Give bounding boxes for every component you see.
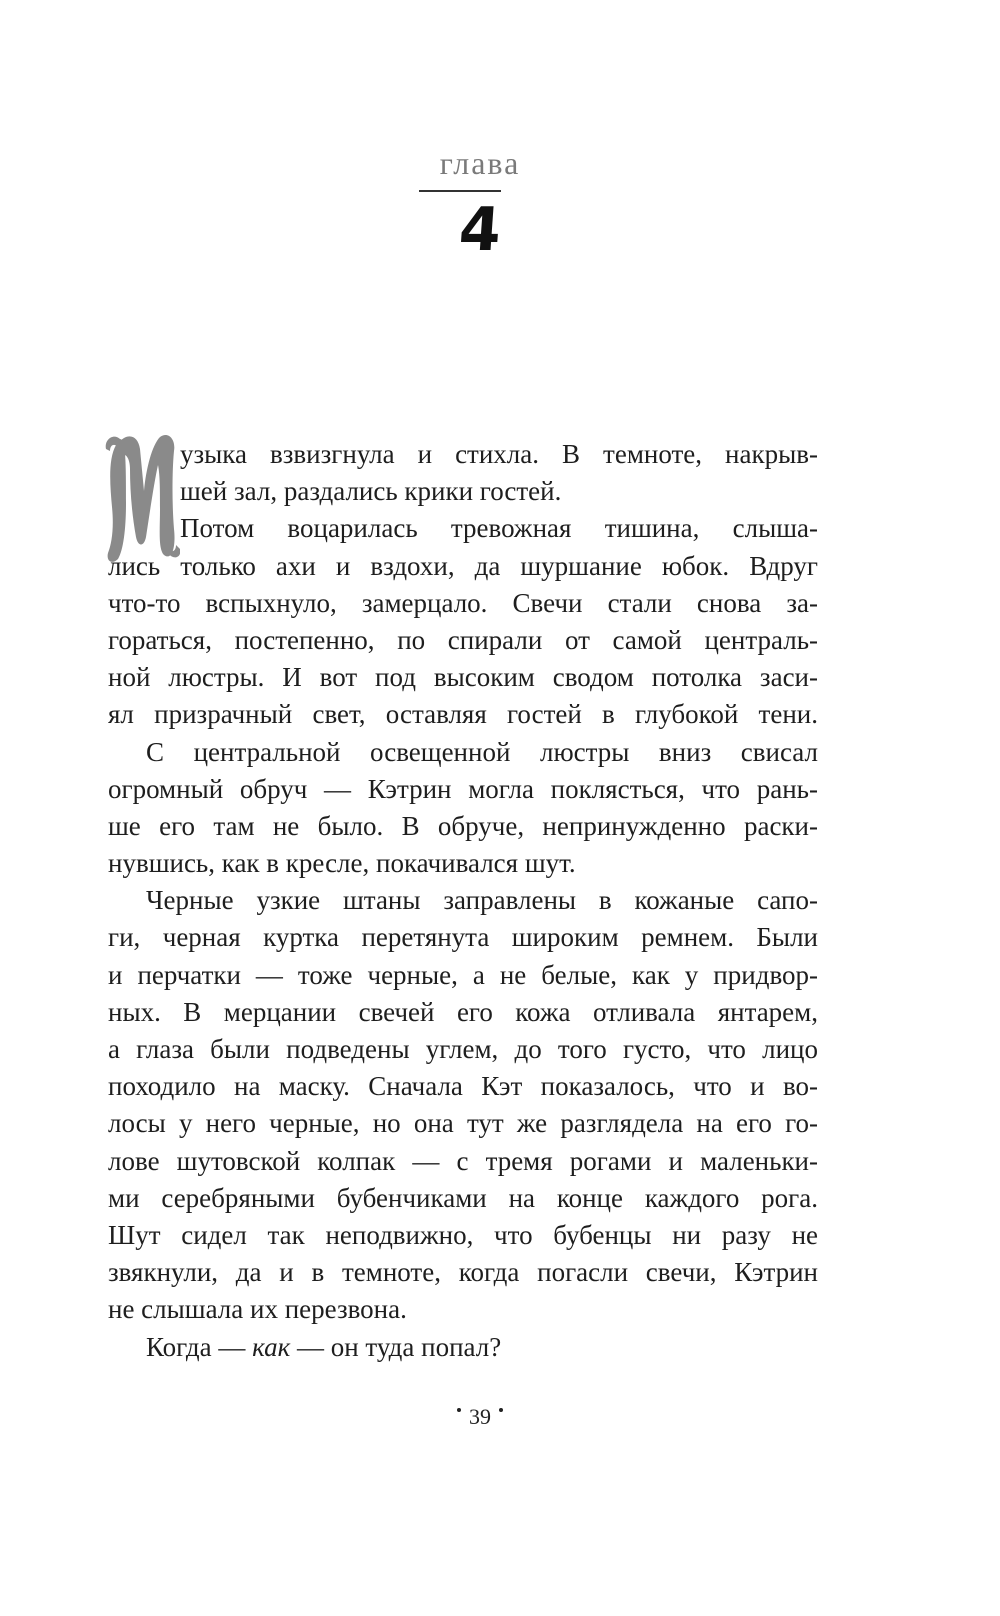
body-text bbox=[108, 436, 818, 1366]
text-line: ше его там не было. В обруче, непринужденно раски- bbox=[108, 810, 818, 841]
page-number-block bbox=[0, 1402, 960, 1432]
chapter-number: 4 bbox=[456, 195, 504, 265]
text-line: не слышала их перезвона. bbox=[108, 1294, 407, 1325]
text-line: ной люстры. И вот под высоким сводом потолка заси- bbox=[108, 662, 818, 693]
text-line: походило на маску. Сначала Кэт показалось, что и во- bbox=[108, 1071, 818, 1102]
chapter-label: глава bbox=[439, 145, 521, 181]
final-line-end: — он туда попал? bbox=[290, 1331, 502, 1362]
text-line: узыка взвизгнула и стихла. В темноте, накрыв- bbox=[180, 439, 818, 469]
final-line bbox=[108, 1329, 818, 1366]
text-line: Потом воцарилась тревожная тишина, слыша- bbox=[180, 513, 818, 544]
text-line: звякнули, да и в темноте, когда погасли свечи, Кэтрин bbox=[108, 1257, 818, 1288]
text-line: лосы у него черные, но она тут же разглядела на его го- bbox=[108, 1108, 818, 1139]
page-number-dot-right bbox=[499, 1408, 503, 1412]
text-line: а глаза были подведены углем, до того густо, что лицо bbox=[108, 1034, 818, 1064]
text-line: ял призрачный свет, оставляя гостей в глубокой тени. bbox=[108, 699, 818, 730]
page-number-dot-left bbox=[457, 1408, 461, 1412]
final-line-italic: как bbox=[252, 1331, 291, 1362]
text-line: лись только ахи и вздохи, да шуршание юбок. Вдруг bbox=[108, 550, 818, 581]
text-line: ги, черная куртка перетянута широким ремнем. Были bbox=[108, 922, 818, 953]
text-line: Черные узкие штаны заправлены в кожаные сапо- bbox=[146, 885, 818, 916]
text-line: С центральной освещенной люстры вниз свисал bbox=[146, 736, 818, 767]
text-line: гораться, постепенно, по спирали от самой централь- bbox=[108, 624, 818, 655]
final-line-start: Когда — bbox=[146, 1331, 253, 1362]
text-line: ми серебряными бубенчиками на конце каждого рога. bbox=[108, 1182, 818, 1213]
text-line: нувшись, как в кресле, покачивался шут. bbox=[108, 848, 576, 879]
text-line: Шут сидел так неподвижно, что бубенцы ни разу не bbox=[108, 1219, 818, 1250]
chapter-rule bbox=[419, 190, 501, 192]
text-line: огромный обруч — Кэтрин могла поклясться, что рань- bbox=[108, 773, 818, 804]
text-line: шей зал, раздались крики гостей. bbox=[180, 476, 562, 507]
page-number: 39 bbox=[469, 1404, 491, 1429]
text-line: ных. В мерцании свечей его кожа отливала янтарем, bbox=[108, 996, 818, 1027]
text-line: лове шутовской колпак — с тремя рогами и маленьки- bbox=[108, 1145, 818, 1176]
text-line: что-то вспыхнуло, замерцало. Свечи стали снова за- bbox=[108, 587, 818, 618]
text-line: и перчатки — тоже черные, а не белые, как у придвор- bbox=[108, 959, 818, 990]
